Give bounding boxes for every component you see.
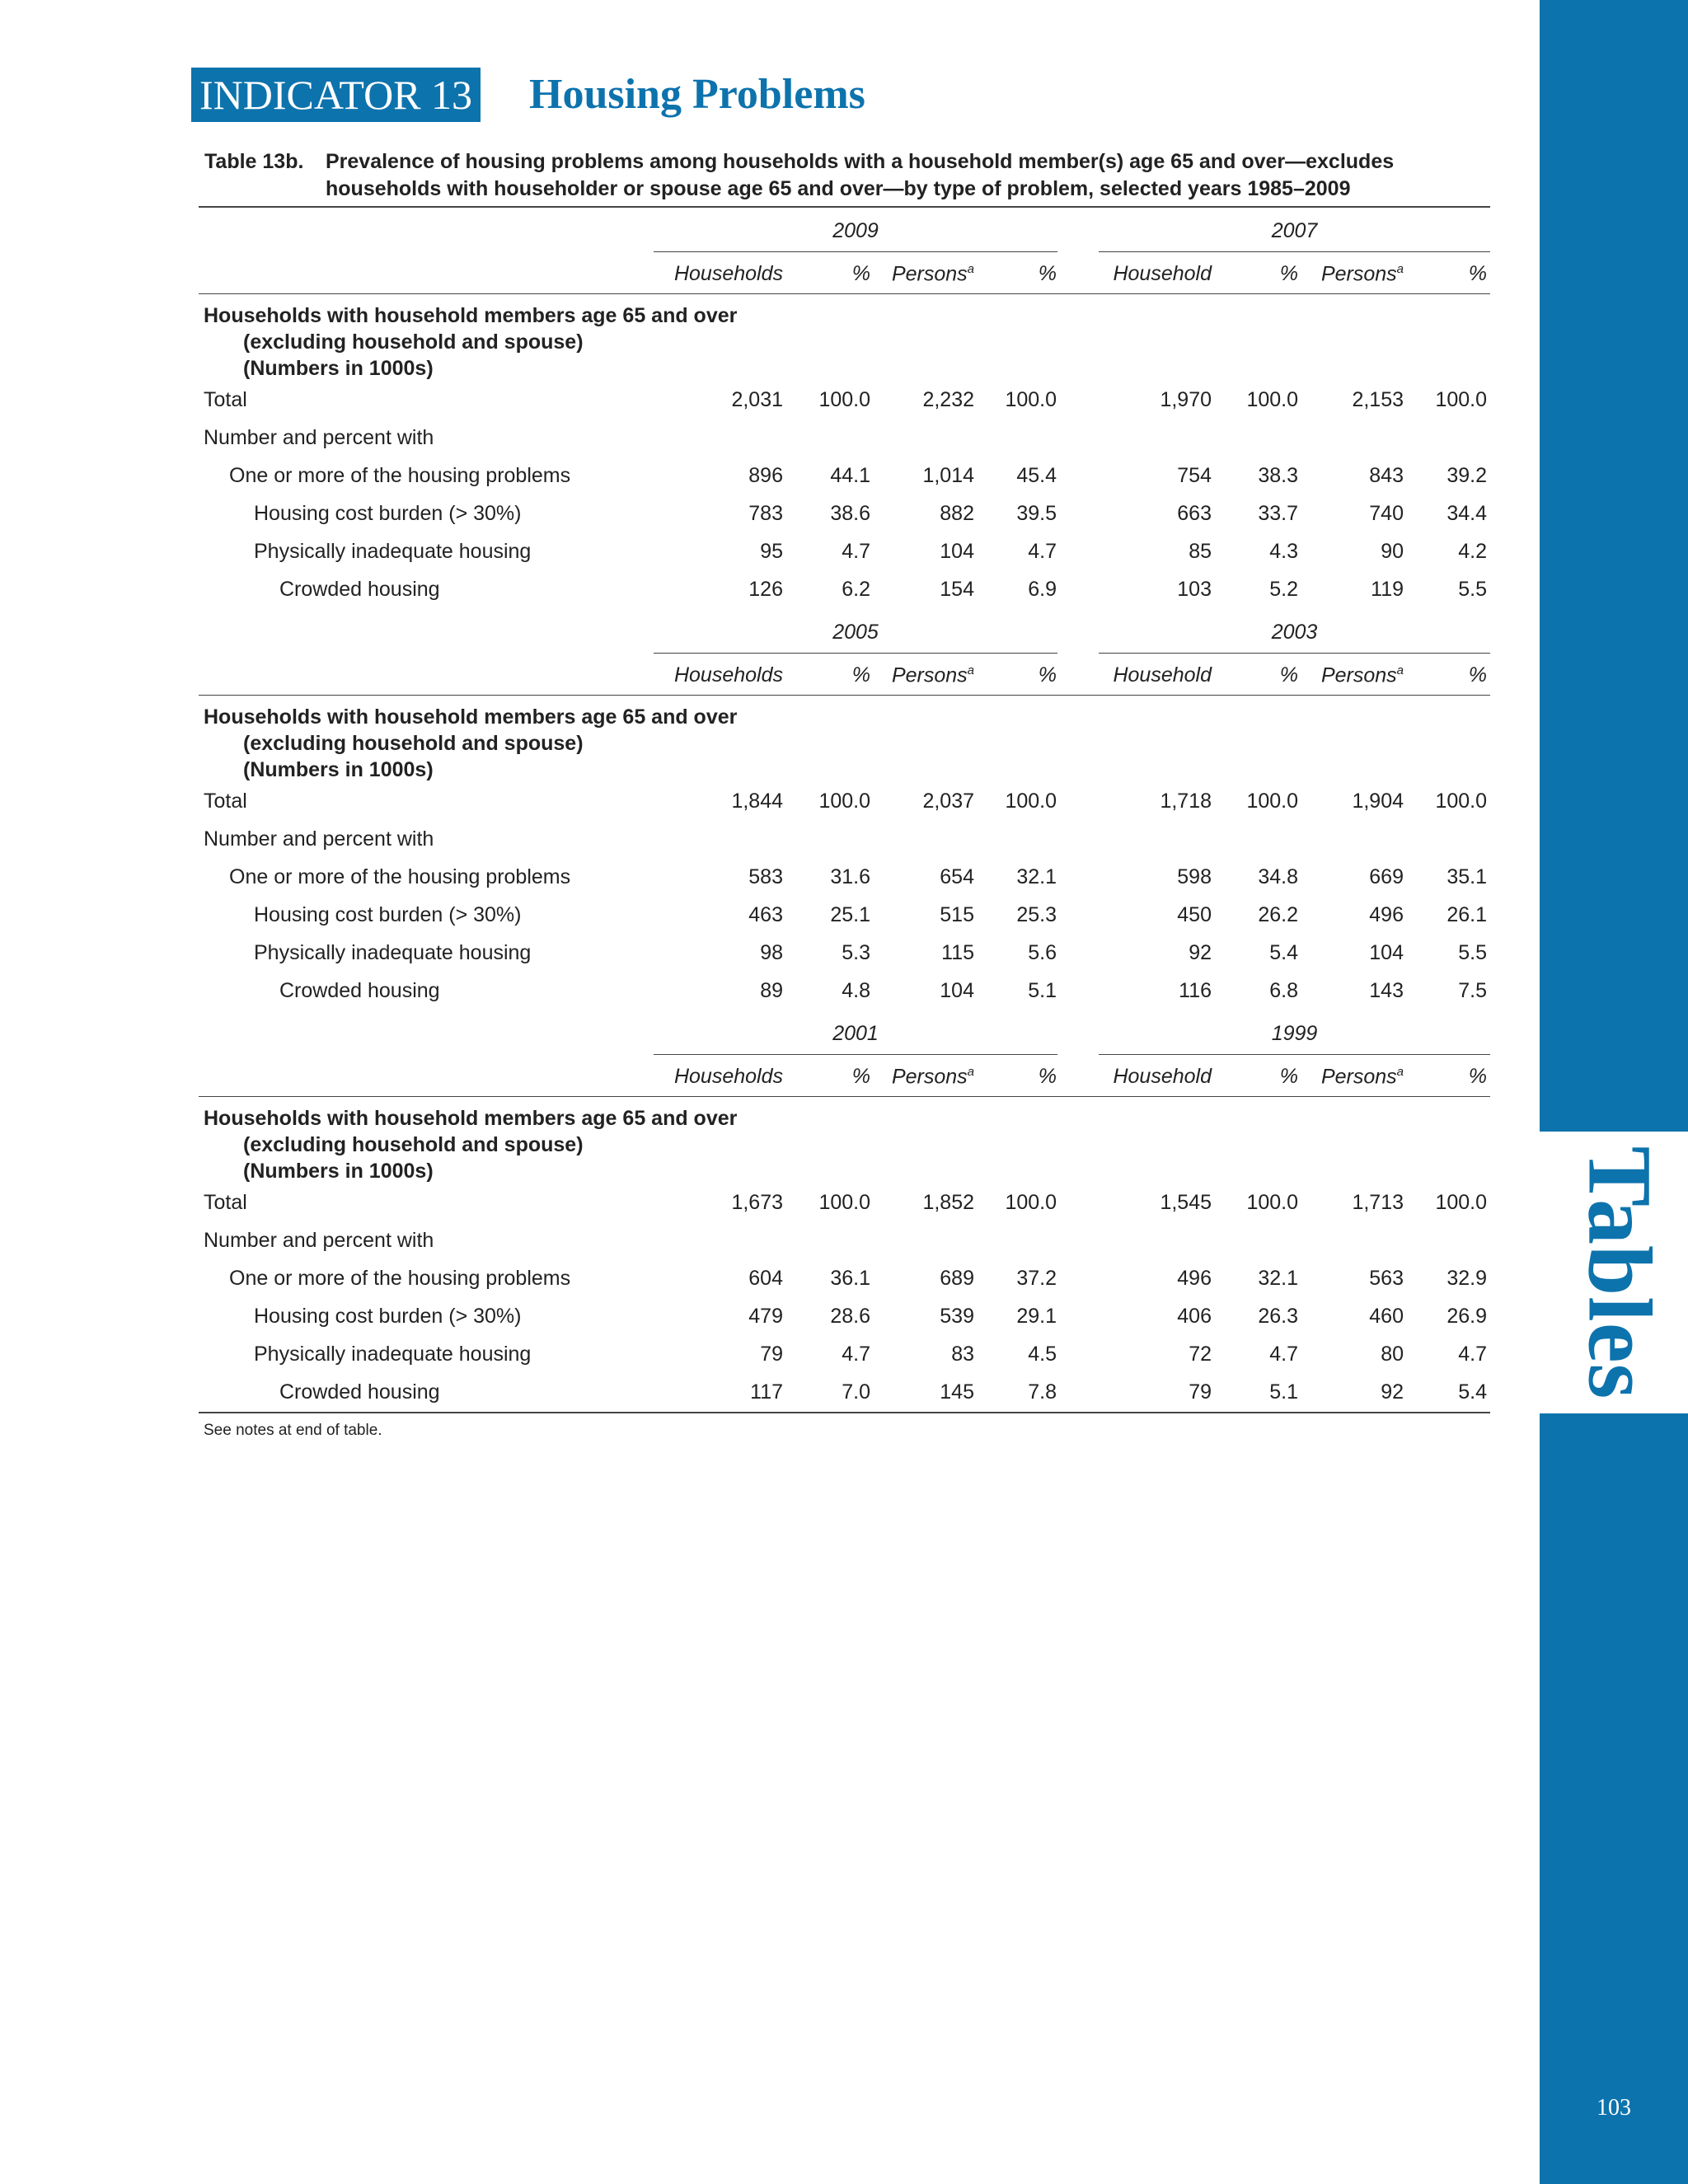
- column-header-label: %: [1468, 262, 1487, 285]
- table-cell: 6.8: [1269, 979, 1298, 1002]
- table-cell: 98: [760, 941, 783, 964]
- table-cell: 2,031: [731, 388, 783, 411]
- table-cell: 1,852: [922, 1191, 974, 1214]
- row-label: One or more of the housing problems: [229, 1267, 571, 1290]
- table-cell: 39.5: [1016, 502, 1057, 525]
- row-label: Housing cost burden (> 30%): [254, 502, 522, 525]
- column-header-label: Persons: [1320, 262, 1397, 286]
- table-cell: 100.0: [1005, 388, 1057, 411]
- column-header: [1183, 1065, 1298, 1089]
- table-cell: 35.1: [1447, 865, 1487, 888]
- table-cell: 1,904: [1352, 790, 1404, 813]
- row-label: Total: [204, 388, 247, 411]
- table-cell: 95: [760, 540, 783, 563]
- table-number: Table 13b.: [204, 150, 304, 173]
- footnote-marker: a: [967, 262, 974, 276]
- period-label-right: 1999: [1099, 1022, 1490, 1055]
- row-one-or-more: [199, 1260, 1490, 1298]
- table-cell: 100.0: [1435, 1191, 1487, 1214]
- table-cell: 4.7: [1028, 540, 1057, 563]
- table-cell: 1,844: [731, 790, 783, 813]
- column-header: [1372, 663, 1487, 687]
- table-cell: 6.9: [1028, 578, 1057, 601]
- column-header-label: %: [851, 663, 870, 687]
- table-cell: 2,153: [1352, 388, 1404, 411]
- table-cell: 563: [1369, 1267, 1404, 1290]
- column-header-label: %: [851, 1065, 870, 1088]
- row-label: Crowded housing: [279, 578, 440, 601]
- column-header-label: Persons: [891, 663, 968, 687]
- table-cell: 5.3: [842, 941, 870, 964]
- table-cell: 604: [748, 1267, 783, 1290]
- table-block: [199, 1010, 1490, 1413]
- sidebar-band-top: [1540, 0, 1688, 1132]
- section-heading-line: (Numbers in 1000s): [243, 1160, 434, 1183]
- table-cell: 100.0: [1005, 790, 1057, 813]
- table-cell: 90: [1381, 540, 1404, 563]
- row-label: Housing cost burden (> 30%): [254, 1305, 522, 1328]
- column-header-label: Households: [673, 1065, 783, 1088]
- table-cell: 26.1: [1447, 903, 1487, 926]
- table-cell: 598: [1177, 865, 1212, 888]
- indicator-badge: INDICATOR 13: [191, 68, 481, 122]
- table-cell: 4.2: [1458, 540, 1487, 563]
- column-header: [1372, 262, 1487, 286]
- column-header-label: %: [1279, 262, 1298, 285]
- footnote-marker: a: [1396, 262, 1404, 276]
- table-cell: 5.5: [1458, 578, 1487, 601]
- row-crowded: [199, 1374, 1490, 1412]
- column-header-label: Persons: [891, 262, 968, 286]
- table-cell: 4.7: [1458, 1343, 1487, 1366]
- table-cell: 154: [940, 578, 974, 601]
- row-inadequate: [199, 1336, 1490, 1374]
- table-cell: 39.2: [1447, 464, 1487, 487]
- sidebar-band-bottom: [1540, 1413, 1688, 2184]
- row-total: [199, 1184, 1490, 1222]
- row-label: Physically inadequate housing: [254, 941, 532, 964]
- table-cell: 2,037: [922, 790, 974, 813]
- data-table: [199, 206, 1490, 1440]
- column-header-row: [199, 652, 1490, 696]
- column-header-label: %: [851, 262, 870, 285]
- table-cell: 5.1: [1028, 979, 1057, 1002]
- table-cell: 100.0: [818, 1191, 870, 1214]
- table-cell: 496: [1177, 1267, 1212, 1290]
- table-cell: 1,713: [1352, 1191, 1404, 1214]
- row-inadequate: [199, 935, 1490, 972]
- table-cell: 460: [1369, 1305, 1404, 1328]
- period-label-left: 2001: [654, 1022, 1057, 1055]
- table-cell: 4.7: [842, 1343, 870, 1366]
- sidebar-label-text: Tables: [1569, 1146, 1671, 1399]
- table-cell: 406: [1177, 1305, 1212, 1328]
- column-header-label: %: [1038, 262, 1057, 285]
- table-cell: 4.5: [1028, 1343, 1057, 1366]
- row-label: Crowded housing: [279, 1380, 440, 1404]
- table-cell: 4.8: [842, 979, 870, 1002]
- table-cell: 36.1: [830, 1267, 870, 1290]
- column-header: [1372, 1065, 1487, 1089]
- row-inadequate: [199, 533, 1490, 571]
- table-cell: 100.0: [1435, 388, 1487, 411]
- table-cell: 100.0: [1246, 388, 1298, 411]
- table-cell: 882: [940, 502, 974, 525]
- row-label: Crowded housing: [279, 979, 440, 1002]
- table-cell: 104: [1369, 941, 1404, 964]
- table-cell: 103: [1177, 578, 1212, 601]
- table-cell: 126: [748, 578, 783, 601]
- table-cell: 1,673: [731, 1191, 783, 1214]
- row-label: Number and percent with: [204, 827, 434, 851]
- table-cell: 4.7: [842, 540, 870, 563]
- table-cell: 80: [1381, 1343, 1404, 1366]
- column-header-label: %: [1279, 1065, 1298, 1088]
- table-cell: 450: [1177, 903, 1212, 926]
- row-number-percent: [199, 821, 1490, 859]
- column-header-label: %: [1038, 1065, 1057, 1088]
- footnote-marker: a: [967, 1065, 974, 1079]
- table-cell: 7.5: [1458, 979, 1487, 1002]
- page-number: 103: [1597, 2095, 1631, 2121]
- table-cell: 38.3: [1258, 464, 1298, 487]
- row-one-or-more: [199, 457, 1490, 495]
- row-label: Total: [204, 790, 247, 813]
- row-label: One or more of the housing problems: [229, 865, 571, 888]
- table-cell: 1,545: [1160, 1191, 1212, 1214]
- table-cell: 5.4: [1458, 1380, 1487, 1404]
- table-cell: 7.8: [1028, 1380, 1057, 1404]
- column-header-label: Households: [673, 262, 783, 285]
- column-header-label: Household: [1113, 1065, 1212, 1088]
- section-heading-line: (excluding household and spouse): [243, 330, 584, 354]
- period-label-right: 2007: [1099, 219, 1490, 252]
- table-cell: 100.0: [818, 388, 870, 411]
- column-header: [941, 663, 1057, 687]
- table-cell: 92: [1381, 1380, 1404, 1404]
- table-cell: 4.3: [1269, 540, 1298, 563]
- section-heading-line: (excluding household and spouse): [243, 1133, 584, 1156]
- column-header-label: %: [1468, 1065, 1487, 1088]
- table-cell: 100.0: [1005, 1191, 1057, 1214]
- table-cell: 2,232: [922, 388, 974, 411]
- table-cell: 145: [940, 1380, 974, 1404]
- section-heading-line: Households with household members age 65 and over: [204, 705, 738, 729]
- table-cell: 463: [748, 903, 783, 926]
- row-label: Total: [204, 1191, 247, 1214]
- sidebar-section-label: [1562, 1132, 1677, 1413]
- table-cell: 496: [1369, 903, 1404, 926]
- table-cell: 117: [750, 1380, 783, 1404]
- row-total: [199, 382, 1490, 419]
- table-cell: 32.1: [1258, 1267, 1298, 1290]
- table-cell: 25.3: [1016, 903, 1057, 926]
- table-cell: 32.9: [1447, 1267, 1487, 1290]
- row-crowded: [199, 571, 1490, 609]
- column-header: [941, 262, 1057, 286]
- row-label: Number and percent with: [204, 1229, 434, 1252]
- table-cell: 654: [940, 865, 974, 888]
- table-cell: 663: [1177, 502, 1212, 525]
- page-title: Housing Problems: [529, 71, 865, 118]
- table-cell: 104: [940, 540, 974, 563]
- footnote-marker: a: [1396, 663, 1404, 677]
- row-label: Physically inadequate housing: [254, 1343, 532, 1366]
- table-cell: 89: [760, 979, 783, 1002]
- row-one-or-more: [199, 859, 1490, 897]
- column-header: [941, 1065, 1057, 1089]
- column-header-label: Persons: [1320, 663, 1397, 687]
- table-cell: 6.2: [842, 578, 870, 601]
- table-cell: 44.1: [830, 464, 870, 487]
- period-header-row: [199, 208, 1490, 251]
- table-cell: 119: [1371, 578, 1404, 601]
- table-cell: 115: [941, 941, 974, 964]
- table-cell: 28.6: [830, 1305, 870, 1328]
- period-label-right: 2003: [1099, 621, 1490, 654]
- table-cell: 479: [748, 1305, 783, 1328]
- section-heading-line: Households with household members age 65 and over: [204, 304, 738, 327]
- table-cell: 29.1: [1016, 1305, 1057, 1328]
- table-cell: 1,970: [1160, 388, 1212, 411]
- table-cell: 104: [940, 979, 974, 1002]
- table-cell: 5.1: [1269, 1380, 1298, 1404]
- column-header-label: Household: [1113, 262, 1212, 285]
- section-heading: [199, 696, 1490, 783]
- table-cell: 740: [1369, 502, 1404, 525]
- table-cell: 100.0: [818, 790, 870, 813]
- table-cell: 5.6: [1028, 941, 1057, 964]
- section-heading-line: Households with household members age 65 and over: [204, 1107, 738, 1130]
- table-cell: 34.4: [1447, 502, 1487, 525]
- row-cost-burden: [199, 897, 1490, 935]
- column-header-label: Persons: [1320, 1065, 1397, 1089]
- table-cell: 843: [1369, 464, 1404, 487]
- table-cell: 79: [760, 1343, 783, 1366]
- table-cell: 32.1: [1016, 865, 1057, 888]
- table-cell: 4.7: [1269, 1343, 1298, 1366]
- table-cell: 689: [940, 1267, 974, 1290]
- table-cell: 85: [1189, 540, 1212, 563]
- column-header-label: %: [1038, 663, 1057, 687]
- period-header-row: [199, 609, 1490, 652]
- section-heading: [199, 1097, 1490, 1184]
- table-cell: 143: [1369, 979, 1404, 1002]
- column-header: [1183, 262, 1298, 286]
- table-cell: 26.3: [1258, 1305, 1298, 1328]
- table-cell: 100.0: [1246, 1191, 1298, 1214]
- table-cell: 515: [940, 903, 974, 926]
- section-heading-line: (Numbers in 1000s): [243, 357, 434, 380]
- column-header: [755, 1065, 870, 1089]
- column-header-label: Household: [1113, 663, 1212, 687]
- column-header: [755, 663, 870, 687]
- table-cell: 45.4: [1016, 464, 1057, 487]
- table-cell: 754: [1177, 464, 1212, 487]
- row-crowded: [199, 972, 1490, 1010]
- row-label: Number and percent with: [204, 426, 434, 449]
- table-note: See notes at end of table.: [204, 1422, 382, 1439]
- table-cell: 38.6: [830, 502, 870, 525]
- row-number-percent: [199, 419, 1490, 457]
- table-cell: 669: [1369, 865, 1404, 888]
- column-header: [1183, 663, 1298, 687]
- column-header-label: Households: [673, 663, 783, 687]
- table-cell: 100.0: [1435, 790, 1487, 813]
- table-cell: 100.0: [1246, 790, 1298, 813]
- table-cell: 31.6: [830, 865, 870, 888]
- table-cell: 25.1: [830, 903, 870, 926]
- row-number-percent: [199, 1222, 1490, 1260]
- table-cell: 79: [1189, 1380, 1212, 1404]
- table-cell: 1,014: [922, 464, 974, 487]
- table-cell: 896: [748, 464, 783, 487]
- row-label: Physically inadequate housing: [254, 540, 532, 563]
- table-cell: 5.5: [1458, 941, 1487, 964]
- table-cell: 26.9: [1447, 1305, 1487, 1328]
- section-heading-line: (Numbers in 1000s): [243, 758, 434, 781]
- column-header-row: [199, 1053, 1490, 1097]
- table-cell: 116: [1179, 979, 1212, 1002]
- section-heading: [199, 294, 1490, 382]
- table-cell: 1,718: [1160, 790, 1212, 813]
- table-cell: 5.4: [1269, 941, 1298, 964]
- column-header-label: %: [1279, 663, 1298, 687]
- column-header-label: Persons: [891, 1065, 968, 1089]
- table-cell: 37.2: [1016, 1267, 1057, 1290]
- table-block: [199, 208, 1490, 609]
- row-label: One or more of the housing problems: [229, 464, 571, 487]
- table-caption: [204, 148, 1490, 203]
- row-label: Housing cost burden (> 30%): [254, 903, 522, 926]
- table-cell: 34.8: [1258, 865, 1298, 888]
- column-header-label: %: [1468, 663, 1487, 687]
- table-block: [199, 609, 1490, 1010]
- row-total: [199, 783, 1490, 821]
- table-cell: 83: [951, 1343, 974, 1366]
- row-cost-burden: [199, 495, 1490, 533]
- table-cell: 5.2: [1269, 578, 1298, 601]
- table-cell: 583: [748, 865, 783, 888]
- footnote-marker: a: [967, 663, 974, 677]
- table-cell: 783: [748, 502, 783, 525]
- period-label-left: 2005: [654, 621, 1057, 654]
- table-caption-text: Prevalence of housing problems among households with a household member(s) age 65 and over—excludes households with householder or spouse age 65 and over—by type of problem, selected years 1985–2009: [326, 150, 1395, 200]
- footnote-marker: a: [1396, 1065, 1404, 1079]
- table-cell: 92: [1189, 941, 1212, 964]
- table-cell: 33.7: [1258, 502, 1298, 525]
- period-header-row: [199, 1010, 1490, 1053]
- table-cell: 539: [940, 1305, 974, 1328]
- table-cell: 7.0: [842, 1380, 870, 1404]
- section-heading-line: (excluding household and spouse): [243, 732, 584, 755]
- row-cost-burden: [199, 1298, 1490, 1336]
- table-cell: 26.2: [1258, 903, 1298, 926]
- table-cell: 72: [1189, 1343, 1212, 1366]
- column-header-row: [199, 251, 1490, 294]
- column-header: [755, 262, 870, 286]
- period-label-left: 2009: [654, 219, 1057, 252]
